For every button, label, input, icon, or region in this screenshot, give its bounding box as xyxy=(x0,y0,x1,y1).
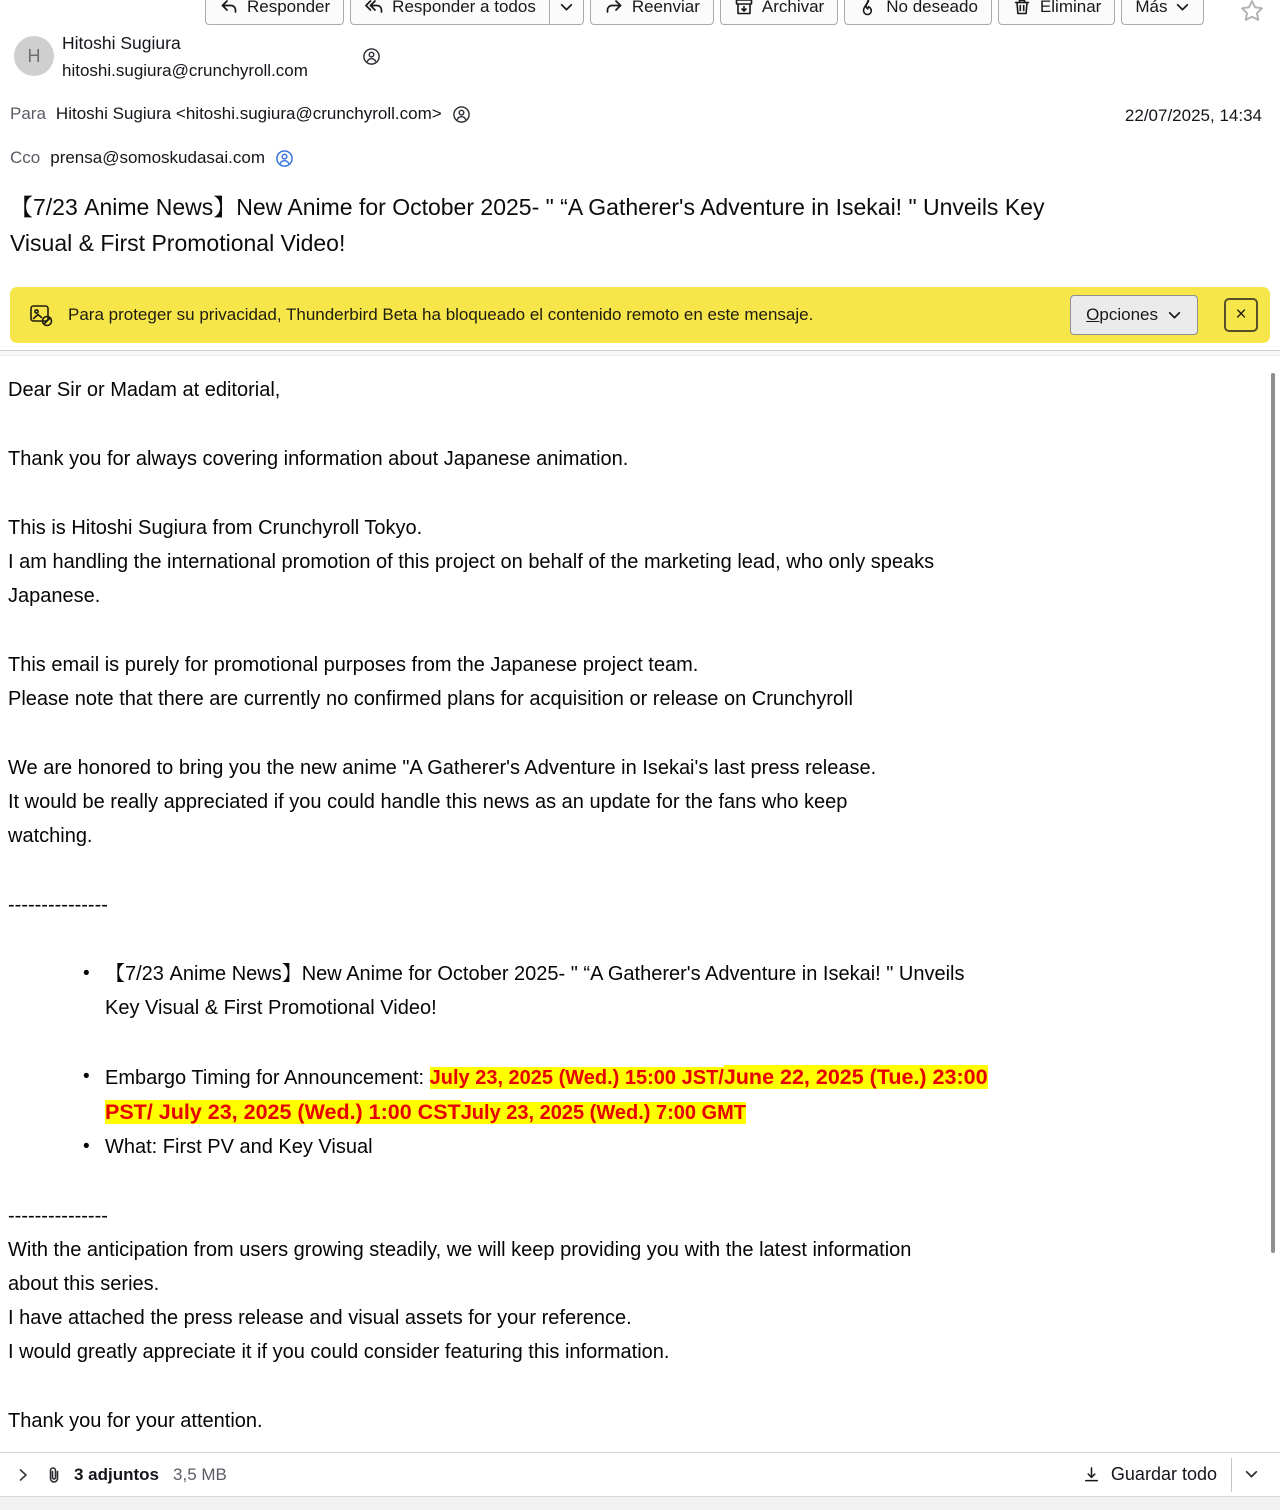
message-toolbar xyxy=(205,0,1204,25)
to-row xyxy=(10,104,471,124)
star-flag-icon[interactable] xyxy=(1238,0,1266,25)
paragraph-gap xyxy=(8,1369,1258,1404)
banner-options-button[interactable] xyxy=(1070,295,1198,335)
body-line: I am handling the international promotion of this project on behalf of the marketing lead, who only speaks xyxy=(8,551,935,573)
options-label: Opciones xyxy=(1086,305,1158,324)
body-line: Thank you for your attention. xyxy=(8,1410,263,1432)
to-address[interactable]: Hitoshi Sugiura <hitoshi.sugiura@crunchyroll.com> xyxy=(55,104,442,123)
body-line: This is Hitoshi Sugiura from Crunchyroll Tokyo. xyxy=(8,517,423,539)
delete-button[interactable] xyxy=(998,0,1115,25)
body-line: watching. xyxy=(8,825,93,847)
contact-icon[interactable] xyxy=(452,105,471,124)
body-line: • 【7/23 Anime News】New Anime for October 2025- " “A Gatherer's Adventure in Isekai! " Unveils xyxy=(105,963,965,985)
message-date: 22/07/2025, 14:34 xyxy=(1124,106,1262,125)
more-button[interactable] xyxy=(1121,0,1204,25)
junk-button[interactable] xyxy=(844,0,992,25)
highlighted-embargo-text: July 23, 2025 (Wed.) 15:00 JST/ xyxy=(429,1067,724,1089)
chevron-down-icon xyxy=(1175,0,1190,15)
bcc-label: Cco xyxy=(10,148,41,167)
paragraph-gap xyxy=(8,613,1258,648)
more-label: Más xyxy=(1135,0,1168,16)
forward-button[interactable] xyxy=(590,0,714,25)
archive-button[interactable] xyxy=(720,0,838,25)
body-line: I have attached the press release and visual assets for your reference. xyxy=(8,1307,632,1329)
reply-label: Responder xyxy=(247,0,331,16)
avatar-initial: H xyxy=(27,45,41,66)
bottom-strip xyxy=(0,1496,1280,1510)
body-line: Japanese. xyxy=(8,585,101,607)
reply-all-split-button xyxy=(350,0,584,25)
body-line: Key Visual & First Promotional Video! xyxy=(105,997,437,1019)
message-body xyxy=(8,356,1258,1438)
body-line: about this series. xyxy=(8,1273,160,1295)
body-line: --------------- xyxy=(8,894,108,916)
save-all-label: Guardar todo xyxy=(1110,1464,1217,1484)
paragraph-gap xyxy=(8,1164,1258,1199)
save-all-dropdown[interactable] xyxy=(1232,1458,1270,1492)
highlighted-embargo-text: PST/ July 23, 2025 (Wed.) 1:00 CST xyxy=(105,1100,461,1124)
body-line xyxy=(105,1095,1258,1130)
list-item xyxy=(105,957,1258,1025)
vertical-scrollbar[interactable] xyxy=(1271,373,1275,1253)
reply-all-button[interactable] xyxy=(350,0,550,25)
bcc-row xyxy=(10,148,294,168)
banner-text: Para proteger su privacidad, Thunderbird Beta ha bloqueado el contenido remoto en este mensaje. xyxy=(68,305,814,324)
body-line: --------------- xyxy=(8,1205,108,1227)
trash-icon xyxy=(1012,0,1032,17)
body-line: Dear Sir or Madam at editorial, xyxy=(8,379,281,401)
highlighted-embargo-text: June 22, 2025 (Tue.) 23:00 xyxy=(723,1065,988,1089)
delete-label: Eliminar xyxy=(1039,0,1102,16)
close-icon: × xyxy=(1235,304,1247,325)
body-line: Thank you for always covering information about Japanese animation. xyxy=(8,448,629,470)
flame-icon xyxy=(858,0,878,17)
chevron-down-icon xyxy=(1244,1467,1259,1482)
banner-close-button[interactable] xyxy=(1224,298,1258,332)
list-item xyxy=(105,1130,1258,1164)
body-line: It would be really appreciated if you could handle this news as an update for the fans who keep xyxy=(8,791,848,813)
remote-content-banner xyxy=(10,287,1270,343)
paragraph-gap xyxy=(8,1025,1258,1060)
chevron-down-icon xyxy=(559,0,574,15)
save-all-split-button xyxy=(1068,1458,1270,1492)
bcc-address[interactable]: prensa@somoskudasai.com xyxy=(50,148,265,167)
contact-icon[interactable] xyxy=(362,47,381,66)
contact-icon-blue[interactable] xyxy=(275,149,294,168)
list-item xyxy=(105,1060,1258,1130)
reply-all-label: Responder a todos xyxy=(392,0,536,16)
archive-icon xyxy=(734,0,754,17)
reply-icon xyxy=(219,0,239,17)
blocked-image-icon xyxy=(28,302,54,328)
attachments-expand-button[interactable] xyxy=(8,1460,38,1490)
paragraph-gap xyxy=(8,922,1258,957)
body-line: • What: First PV and Key Visual xyxy=(105,1136,373,1158)
reply-button[interactable] xyxy=(205,0,344,25)
paperclip-icon xyxy=(44,1465,64,1485)
body-text: Embargo Timing for Announcement: xyxy=(105,1067,430,1089)
body-line: Please note that there are currently no confirmed plans for acquisition or release on Crunchyroll xyxy=(8,688,853,710)
attachment-size: 3,5 MB xyxy=(173,1464,227,1484)
avatar[interactable] xyxy=(14,36,54,76)
paragraph-gap xyxy=(8,716,1258,751)
subject-line-2: Visual & First Promotional Video! xyxy=(10,230,346,256)
junk-label: No deseado xyxy=(886,0,978,16)
archive-label: Archivar xyxy=(761,0,825,16)
chevron-down-icon xyxy=(1167,308,1182,323)
chevron-right-icon xyxy=(15,1467,31,1483)
paragraph-gap xyxy=(8,476,1258,511)
body-line: We are honored to bring you the new anime "A Gatherer's Adventure in Isekai's last press release. xyxy=(8,757,877,779)
download-icon xyxy=(1082,1465,1101,1484)
reply-all-icon xyxy=(364,0,384,17)
sender-email[interactable]: hitoshi.sugiura@crunchyroll.com xyxy=(62,61,308,80)
paragraph-gap xyxy=(8,853,1258,888)
paragraph-gap xyxy=(8,407,1258,442)
attachment-count: 3 adjuntos xyxy=(74,1464,160,1484)
forward-icon xyxy=(604,0,624,17)
highlighted-embargo-text: July 23, 2025 (Wed.) 7:00 GMT xyxy=(460,1102,746,1124)
attachment-bar xyxy=(0,1452,1280,1496)
bullet-list xyxy=(8,957,1258,1025)
message-subject xyxy=(10,189,1264,261)
subject-line-1: 【7/23 Anime News】New Anime for October 2025- " “A Gatherer's Adventure in Isekai! " Unveils Key xyxy=(10,194,1045,220)
reply-all-dropdown[interactable] xyxy=(550,0,584,25)
sender-name[interactable]: Hitoshi Sugiura xyxy=(62,33,181,53)
body-line: This email is purely for promotional purposes from the Japanese project team. xyxy=(8,654,699,676)
to-label: Para xyxy=(10,104,46,123)
bullet-list xyxy=(8,1060,1258,1164)
body-line: I would greatly appreciate it if you could consider featuring this information. xyxy=(8,1341,670,1363)
body-line: With the anticipation from users growing steadily, we will keep providing you with the latest information xyxy=(8,1239,912,1261)
save-all-button[interactable] xyxy=(1068,1458,1232,1492)
body-line xyxy=(105,1060,1258,1095)
forward-label: Reenviar xyxy=(631,0,700,16)
